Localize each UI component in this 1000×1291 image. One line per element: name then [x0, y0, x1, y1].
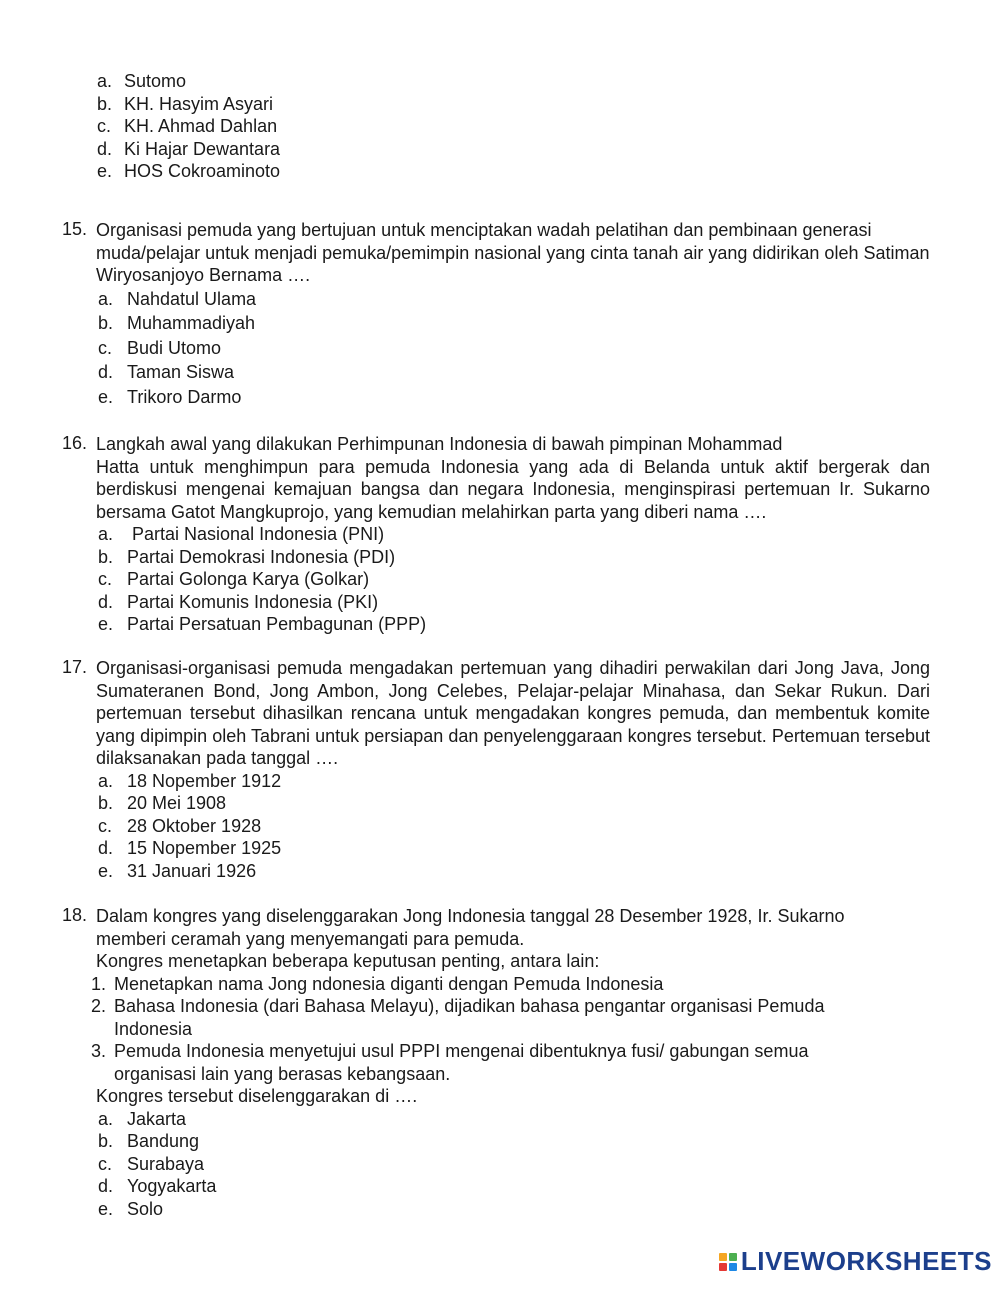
question-18-options	[98, 1108, 930, 1221]
option-d[interactable]: d. Taman Siswa	[98, 362, 235, 382]
question-15-options	[98, 288, 930, 411]
question-number: 16.	[62, 433, 88, 453]
option-e[interactable]: e. Partai Persatuan Pembagunan (PPP)	[98, 614, 427, 634]
question-number: 15.	[62, 219, 88, 239]
option-a[interactable]: a. Partai Nasional Indonesia (PNI)	[98, 524, 385, 544]
option-e[interactable]: e. Trikoro Darmo	[98, 386, 242, 407]
option-c[interactable]: c. Surabaya	[98, 1153, 205, 1174]
option-b[interactable]: b. Partai Demokrasi Indonesia (PDI)	[98, 546, 396, 567]
question-stem: Organisasi-organisasi pemuda mengadakan pertemuan yang dihadiri perwakilan dari Jong Java, Jong Sumateranen Bond, Jong Ambon, Jong Celebes, Pelajar-pelajar Minahasa, dan Sekar Rukun. Dari pertemuan tersebut dihasilkan rencana untuk mengadakan kongres pemuda, dan membentuk komite yang dipimpin oleh Tabrani untuk persiapan dan penyelenggaraan kongres tersebut. Pertemuan tersebut dilaksanakan pada tanggal ….	[96, 658, 930, 768]
question-18	[62, 905, 930, 1220]
option-d[interactable]: d. Partai Komunis Indonesia (PKI)	[98, 591, 379, 612]
option-b[interactable]: b. Bandung	[98, 1131, 200, 1151]
option-a[interactable]: a. Jakarta	[98, 1108, 187, 1129]
question-stem: Hatta untuk menghimpun para pemuda Indonesia yang ada di Belanda untuk aktif bergerak dan berdiskusi mengenai kemajuan bangsa dan negara Indonesia, menginspirasi pertemuan Ir. Sukarno bersama Gatot Mangkuprojo, yang kemudian melahirkan parta yang diberi nama ….	[96, 456, 930, 522]
option-a[interactable]: a. Nahdatul Ulama	[98, 288, 257, 309]
option-e[interactable]: e. 31 Januari 1926	[98, 860, 257, 881]
option-d[interactable]: d. 15 Nopember 1925	[98, 838, 282, 858]
option-c[interactable]: c. KH. Ahmad Dahlan	[97, 116, 278, 136]
option-b[interactable]: b. 20 Mei 1908	[98, 793, 227, 813]
option-e[interactable]: e. HOS Cokroaminoto	[97, 161, 281, 181]
option-a[interactable]: a. Sutomo	[97, 71, 187, 91]
decision-item: 1. Menetapkan nama Jong ndonesia diganti dengan Pemuda Indonesia	[91, 973, 664, 994]
decision-item: 3. Pemuda Indonesia menyetujui usul PPPI mengenai dibentuknya fusi/ gabungan semua organisasi lain yang berasas kebangsaan.	[91, 1041, 809, 1084]
question-16	[62, 433, 930, 636]
question-stem: Dalam kongres yang diselenggarakan Jong Indonesia tanggal 28 Desember 1928, Ir. Sukarno memberi ceramah yang menyemangati para pemuda. Kongres menetapkan beberapa keputusan penting, antara lain: 1. Menetapkan nama Jong ndonesia diganti dengan Pemuda Indonesia 2. Bahasa Indonesia (dari Bahasa Melayu), dijadikan bahasa pengantar organisasi Pemuda Indonesia 3. Pemuda Indonesia menyetujui usul PPPI mengenai dibentuknya fusi/ gabungan semua organisasi lain yang berasas kebangsaan. Kongres tersebut diselenggarakan di ….	[96, 905, 930, 1108]
question-stem: Organisasi pemuda yang bertujuan untuk menciptakan wadah pelatihan dan pembinaan generasi muda/pelajar untuk menjadi pemuka/pemimpin nasional yang cinta tanah air yang didirikan oleh Satiman Wiryosanjoyo Bernama ….	[96, 220, 930, 285]
logo-mark-icon	[719, 1253, 737, 1271]
option-d[interactable]: d. Yogyakarta	[98, 1176, 217, 1196]
option-a[interactable]: a. 18 Nopember 1912	[98, 770, 282, 791]
decision-item: 2. Bahasa Indonesia (dari Bahasa Melayu), dijadikan bahasa pengantar organisasi Pemuda Indonesia	[91, 996, 825, 1039]
question-17-options	[98, 770, 930, 883]
question-number: 18.	[62, 905, 88, 925]
question-15	[62, 219, 930, 410]
option-b[interactable]: b. Muhammadiyah	[98, 313, 256, 333]
question-stem-line1: Langkah awal yang dilakukan Perhimpunan Indonesia di bawah pimpinan Mohammad	[96, 434, 783, 454]
question-number: 17.	[62, 657, 88, 677]
option-c[interactable]: c. Partai Golonga Karya (Golkar)	[98, 569, 370, 589]
option-c[interactable]: c. 28 Oktober 1928	[98, 815, 262, 836]
option-d[interactable]: d. Ki Hajar Dewantara	[97, 138, 281, 159]
option-e[interactable]: e. Solo	[98, 1198, 164, 1219]
brand-name: LIVEWORKSHEETS	[740, 1246, 992, 1276]
question-closing: Kongres tersebut diselenggarakan di ….	[96, 1086, 418, 1106]
question-17	[62, 657, 930, 882]
prev-question-options	[97, 70, 280, 183]
liveworksheets-logo	[719, 1246, 992, 1277]
option-b[interactable]: b. KH. Hasyim Asyari	[97, 93, 274, 114]
option-c[interactable]: c. Budi Utomo	[98, 337, 222, 358]
decisions-intro: Kongres menetapkan beberapa keputusan penting, antara lain:	[96, 951, 600, 971]
question-16-options	[98, 523, 930, 636]
